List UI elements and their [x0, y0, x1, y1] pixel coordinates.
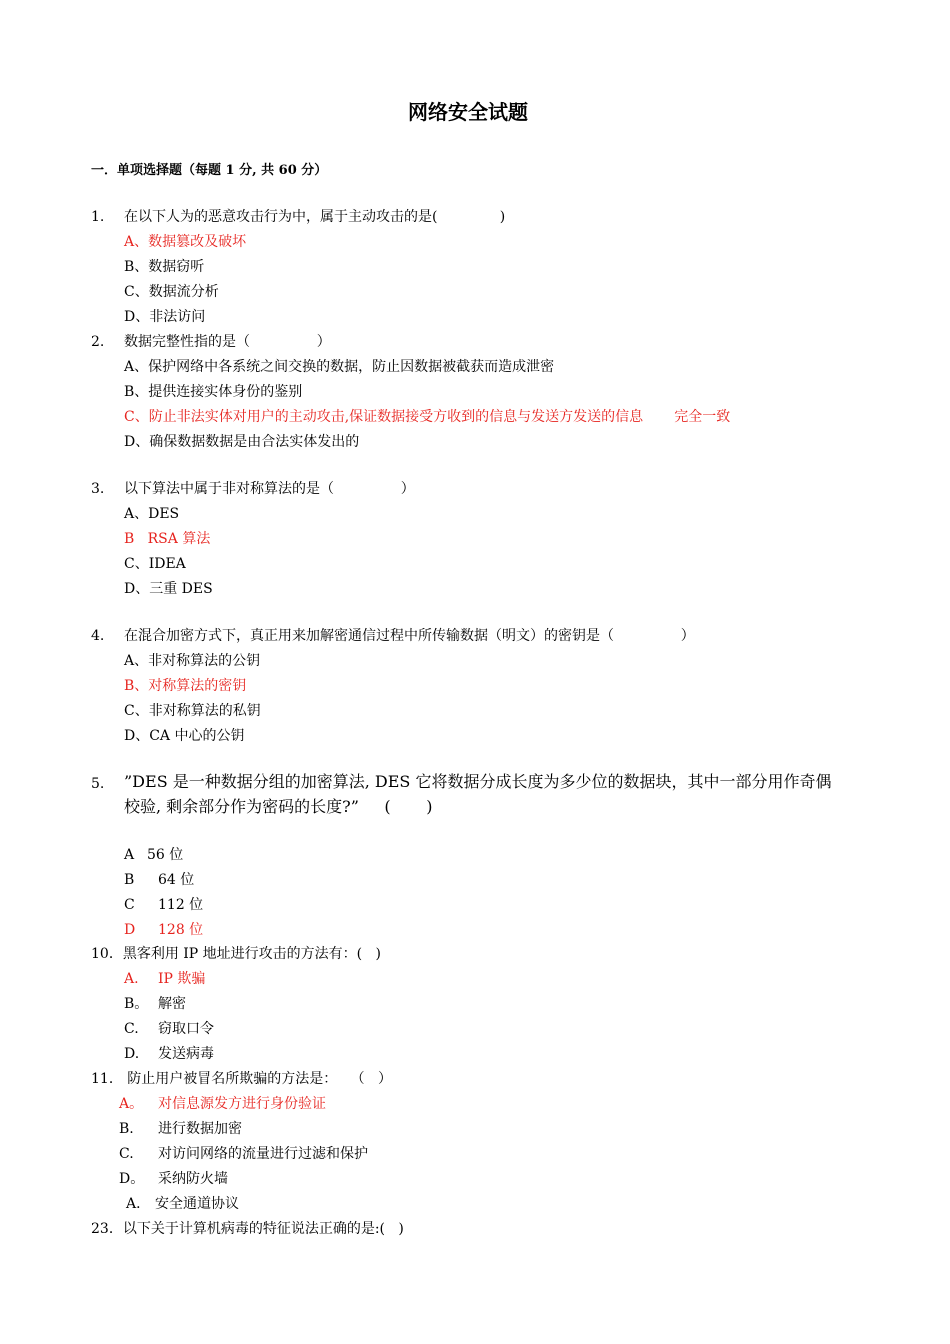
q4-option-a: A、非对称算法的公钥: [124, 653, 261, 669]
q10-option-a-value: IP 欺骗: [158, 971, 206, 987]
extra-option-key: A．: [126, 1196, 151, 1212]
q11-option-c-key: C.: [119, 1146, 134, 1162]
q10-option-c-key: C.: [124, 1021, 139, 1037]
q5-option-d-value: 128 位: [158, 922, 204, 938]
extra-option-value: 安全通道协议: [155, 1196, 239, 1212]
q4-option-c: C、非对称算法的私钥: [124, 703, 261, 719]
q1-number: 1.: [91, 209, 105, 225]
q1-option-a: A、数据篡改及破坏: [124, 234, 247, 250]
q11-option-d-key: D。: [119, 1171, 145, 1187]
q5-option-b-key: B: [124, 872, 135, 888]
page-title: 网络安全试题: [408, 100, 528, 124]
q11-option-a-value: 对信息源发方进行身份验证: [158, 1096, 326, 1112]
q3-option-c: C、IDEA: [124, 556, 186, 572]
q3-option-b: B RSA 算法: [124, 531, 211, 547]
q2-stem: 数据完整性指的是（ ）: [124, 334, 331, 350]
q5-stem-line1: ”DES 是一种数据分组的加密算法, DES 它将数据分成长度为多少位的数据块，其中一部分用作奇偶: [124, 772, 832, 791]
q5-option-a-value: 56 位: [147, 847, 184, 863]
q5-option-c-value: 112 位: [158, 897, 204, 913]
q10-option-a-key: A.: [124, 971, 139, 987]
q3-number: 3.: [91, 481, 105, 497]
q2-option-d: D、确保数据数据是由合法实体发出的: [124, 434, 360, 450]
q4-number: 4.: [91, 628, 105, 644]
q10-option-b-key: B。: [124, 996, 149, 1012]
q1-stem: 在以下人为的恶意攻击行为中，属于主动攻击的是( ): [124, 209, 506, 225]
q10-option-d-key: D.: [124, 1046, 140, 1062]
q5-option-b-value: 64 位: [158, 872, 195, 888]
q4-option-d: D、CA 中心的公钥: [124, 728, 245, 744]
q10-option-c-value: 窃取口令: [158, 1021, 214, 1037]
q5-stem-line2: 校验, 剩余部分作为密码的长度?” ( ): [124, 797, 433, 816]
q3-stem: 以下算法中属于非对称算法的是（ ）: [124, 481, 415, 497]
q11-option-b-value: 进行数据加密: [158, 1121, 242, 1137]
q10-stem: 10．黑客利用 IP 地址进行攻击的方法有：( ): [91, 946, 381, 962]
q23-stem: 23．以下关于计算机病毒的特征说法正确的是:( ): [91, 1221, 404, 1237]
q1-option-d: D、非法访问: [124, 309, 206, 325]
q4-stem: 在混合加密方式下，真正用来加解密通信过程中所传输数据（明文）的密钥是（ ）: [124, 628, 695, 644]
q1-option-c: C、数据流分析: [124, 284, 219, 300]
q10-option-d-value: 发送病毒: [158, 1046, 214, 1062]
q5-option-d-key: D: [124, 922, 136, 938]
q3-option-a: A、DES: [124, 506, 180, 522]
q11-option-a-key: A。: [119, 1096, 144, 1112]
q2-option-a: A、保护网络中各系统之间交换的数据，防止因数据被截获而造成泄密: [124, 359, 555, 375]
q5-option-a-key: A: [124, 847, 135, 863]
section-heading: 一．单项选择题（每题 1 分, 共 60 分）: [91, 163, 328, 178]
q5-number: 5.: [91, 776, 105, 792]
q11-option-b-key: B.: [119, 1121, 134, 1137]
q2-number: 2.: [91, 334, 105, 350]
q11-option-c-value: 对访问网络的流量进行过滤和保护: [158, 1146, 368, 1162]
q4-option-b: B、对称算法的密钥: [124, 678, 247, 694]
q2-option-b: B、提供连接实体身份的鉴别: [124, 384, 303, 400]
q5-option-c-key: C: [124, 897, 135, 913]
q3-option-d: D、三重 DES: [124, 581, 213, 597]
q11-stem: 11． 防止用户被冒名所欺骗的方法是： （ ）: [91, 1071, 392, 1087]
q2-option-c: C、防止非法实体对用户的主动攻击,保证数据接受方收到的信息与发送方发送的信息 完全一致: [124, 409, 731, 425]
q1-option-b: B、数据窃听: [124, 259, 205, 275]
q11-option-d-value: 采纳防火墙: [158, 1171, 228, 1187]
q10-option-b-value: 解密: [158, 996, 186, 1012]
